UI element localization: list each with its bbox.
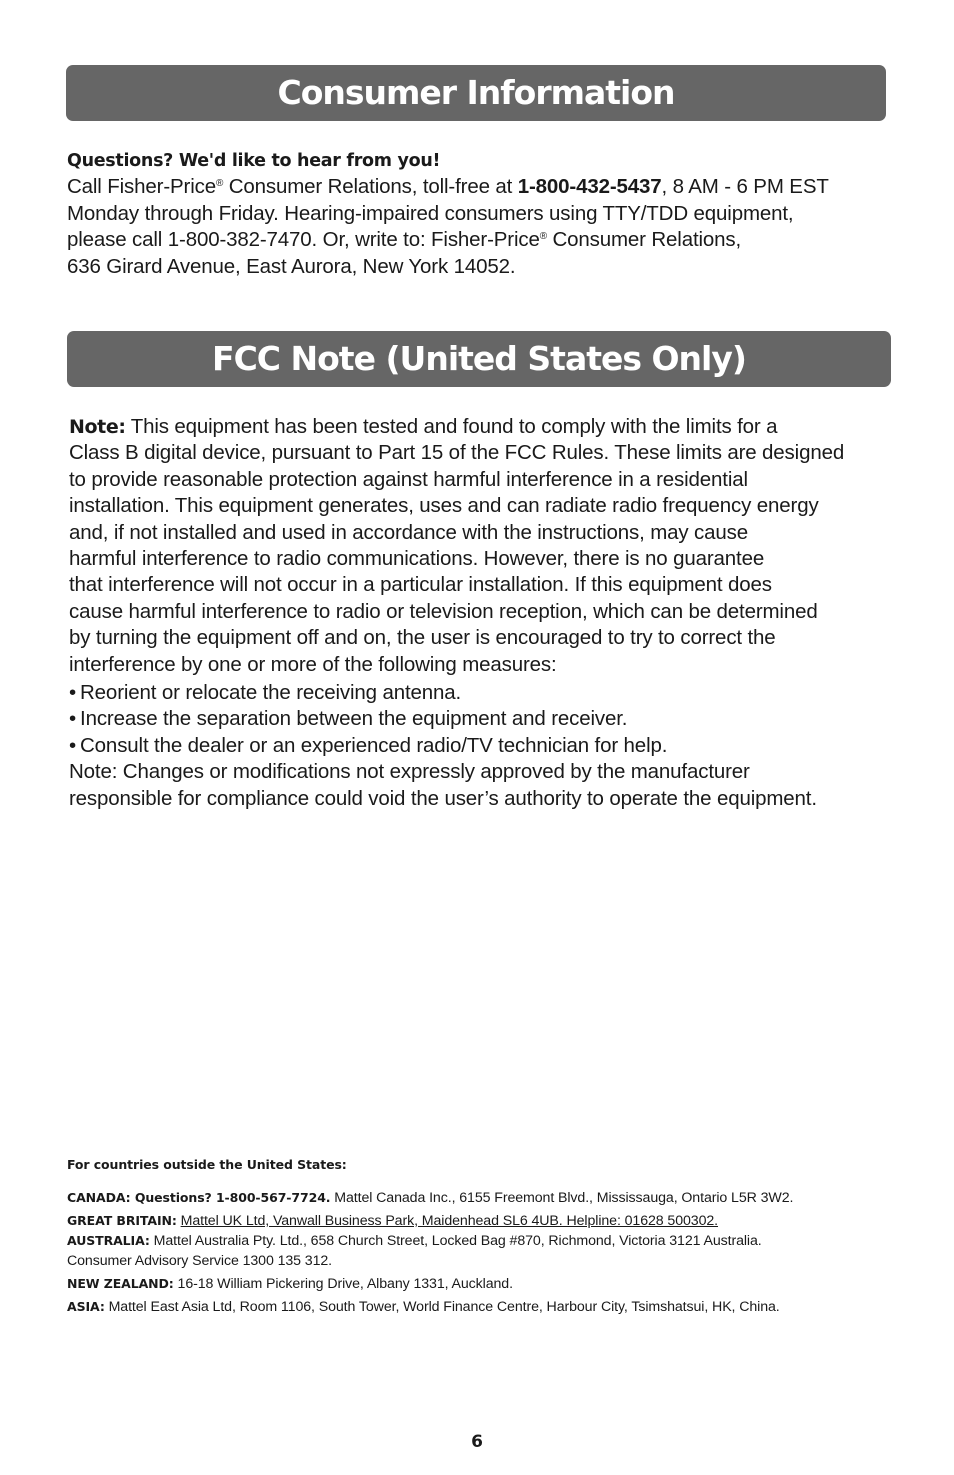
asia-address: Mattel East Asia Ltd, Room 1106, South Tower, World Finance Centre, Harbour City, Tsimshatsui, HK, China. xyxy=(104,1299,780,1315)
consumer-text: Call Fisher-Price xyxy=(67,175,216,198)
fcc-text: This equipment has been tested and found to comply with the limits for a xyxy=(125,415,778,438)
fcc-closing-line: responsible for compliance could void the user’s authority to operate the equipment. xyxy=(69,786,817,810)
fcc-line: harmful interference to radio communications. However, there is no guarantee xyxy=(69,547,765,571)
list-item xyxy=(69,733,909,759)
international-contacts xyxy=(67,1155,907,1320)
consumer-text: Consumer Relations, toll-free at xyxy=(223,175,518,198)
bullet-icon: • xyxy=(69,733,77,757)
bullet-icon: • xyxy=(69,707,77,731)
questions-heading: Questions? We'd like to hear from you! xyxy=(67,151,441,171)
international-heading: For countries outside the United States: xyxy=(67,1157,347,1172)
registered-mark: ® xyxy=(539,231,547,242)
canada-contact xyxy=(67,1188,907,1208)
fcc-line: and, if not installed and used in accordance with the instructions, may cause xyxy=(69,520,749,544)
consumer-hours: , 8 AM - 6 PM EST xyxy=(661,175,829,198)
great-britain-address: Mattel UK Ltd, Vanwall Business Park, Maidenhead SL6 4UB. Helpline: 01628 500302. xyxy=(180,1213,719,1229)
fcc-line: cause harmful interference to radio or television reception, which can be determined xyxy=(69,599,818,623)
great-britain-label: GREAT BRITAIN: xyxy=(67,1213,177,1228)
fcc-line: that interference will not occur in a particular installation. If this equipment does xyxy=(69,573,772,597)
toll-free-phone: 1-800-432-5437 xyxy=(517,175,662,198)
new-zealand-label: NEW ZEALAND: xyxy=(67,1276,174,1291)
list-item xyxy=(69,706,909,732)
measure-text: Consult the dealer or an experienced radio/TV technician for help. xyxy=(80,733,668,757)
fcc-note-section xyxy=(69,414,909,812)
australia-label: AUSTRALIA: xyxy=(67,1233,150,1248)
measure-text: Reorient or relocate the receiving antenna. xyxy=(80,681,462,705)
fcc-line: Class B digital device, pursuant to Part 15 of the FCC Rules. These limits are designed xyxy=(69,441,845,465)
fcc-line: to provide reasonable protection against harmful interference in a residential xyxy=(69,467,748,491)
great-britain-contact xyxy=(67,1211,907,1231)
australia-contact xyxy=(67,1231,907,1271)
list-item xyxy=(69,680,909,706)
note-label: Note: xyxy=(69,416,126,438)
fcc-line: installation. This equipment generates, uses and can radiate radio frequency energy xyxy=(69,494,819,518)
fcc-line: interference by one or more of the following measures: xyxy=(69,652,557,676)
consumer-line-3 xyxy=(67,227,907,254)
consumer-text: please call 1-800-382-7470. Or, write to: Fisher-Price xyxy=(67,228,540,251)
bullet-icon: • xyxy=(69,681,77,705)
asia-label: ASIA: xyxy=(67,1299,105,1314)
new-zealand-address: 16-18 William Pickering Drive, Albany 1331, Auckland. xyxy=(173,1276,513,1292)
consumer-text: Consumer Relations, xyxy=(546,228,742,251)
asia-contact xyxy=(67,1297,907,1317)
consumer-information-banner xyxy=(66,65,886,121)
page-number: 6 xyxy=(471,1432,483,1452)
fcc-measures-list xyxy=(69,680,909,759)
fcc-closing-line: Note: Changes or modifications not expressly approved by the manufacturer xyxy=(69,760,750,784)
fcc-note-banner xyxy=(67,331,891,387)
consumer-address: 636 Girard Avenue, East Aurora, New York 14052. xyxy=(67,254,516,278)
australia-address: Mattel Australia Pty. Ltd., 658 Church Street, Locked Bag #870, Richmond, Victoria 3121 Australia. xyxy=(149,1233,762,1249)
canada-address: Mattel Canada Inc., 6155 Freemont Blvd., Mississauga, Ontario L5R 3W2. xyxy=(330,1190,794,1206)
fcc-line: by turning the equipment off and on, the user is encouraged to try to correct the xyxy=(69,626,776,650)
australia-advisory-service: Consumer Advisory Service 1300 135 312. xyxy=(67,1253,333,1269)
measure-text: Increase the separation between the equipment and receiver. xyxy=(80,707,628,731)
new-zealand-contact xyxy=(67,1274,907,1294)
registered-mark: ® xyxy=(215,178,224,189)
fcc-line xyxy=(69,414,909,440)
consumer-line-2: Monday through Friday. Hearing-impaired consumers using TTY/TDD equipment, xyxy=(67,201,794,225)
consumer-information-title: Consumer Information xyxy=(277,73,675,112)
fcc-note-title: FCC Note (United States Only) xyxy=(212,339,746,378)
canada-label: CANADA: Questions? 1-800-567-7724. xyxy=(67,1190,331,1205)
consumer-information-section xyxy=(67,148,907,280)
consumer-line-1 xyxy=(67,174,907,201)
